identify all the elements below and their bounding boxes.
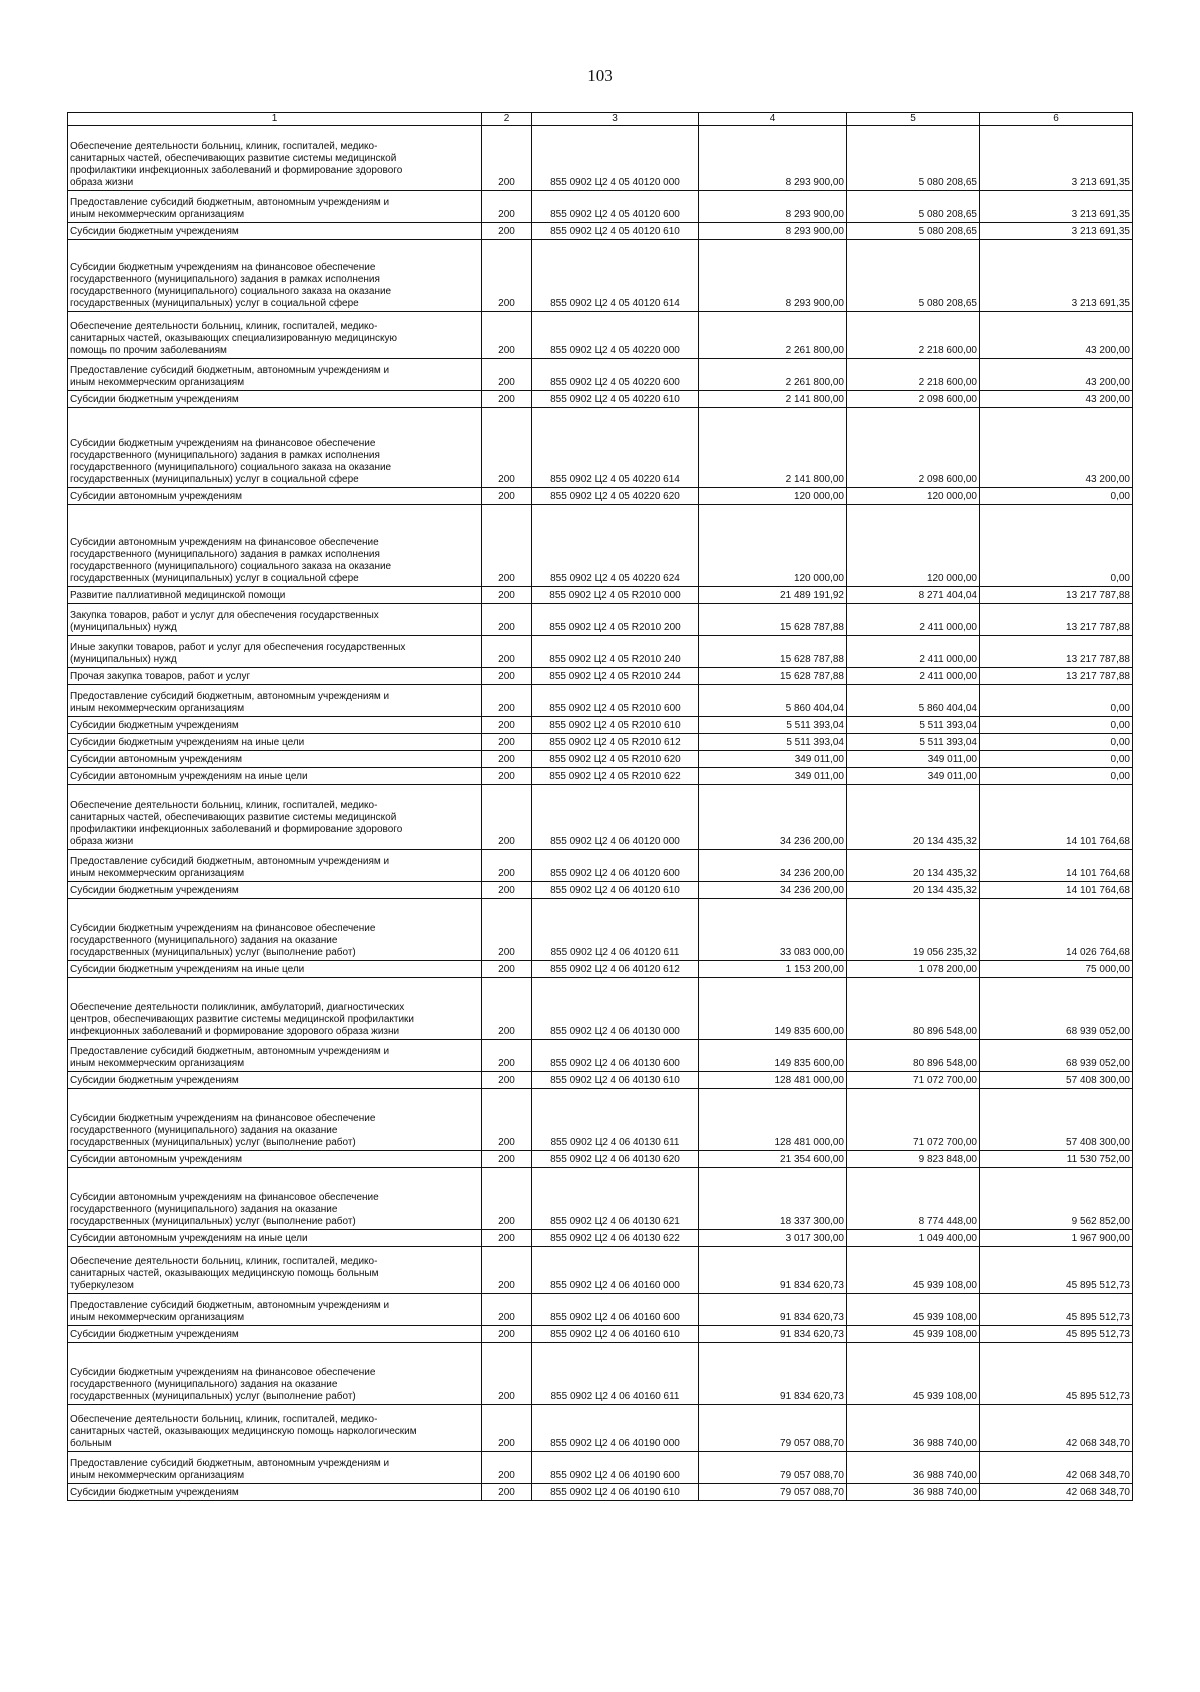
row-executed-amount: 5 860 404,04 — [847, 685, 980, 717]
row-description: Предоставление субсидий бюджетным, автономным учреждениям и иным некоммерческим организациям — [68, 1040, 482, 1072]
row-description: Субсидии бюджетным учреждениям на иные цели — [68, 961, 482, 978]
row-remainder-amount: 3 213 691,35 — [980, 191, 1133, 223]
row-remainder-amount: 13 217 787,88 — [980, 668, 1133, 685]
row-classification: 855 0902 Ц2 4 05 40220 620 — [532, 488, 699, 505]
row-code: 200 — [482, 685, 532, 717]
table-row — [68, 1072, 1133, 1089]
row-remainder-amount: 13 217 787,88 — [980, 587, 1133, 604]
row-plan-amount: 15 628 787,88 — [699, 636, 847, 668]
row-remainder-amount: 13 217 787,88 — [980, 636, 1133, 668]
row-description: Субсидии бюджетным учреждениям — [68, 1072, 482, 1089]
row-plan-amount: 91 834 620,73 — [699, 1343, 847, 1405]
row-remainder-amount: 14 101 764,68 — [980, 785, 1133, 850]
row-classification: 855 0902 Ц2 4 05 R2010 600 — [532, 685, 699, 717]
table-row — [68, 587, 1133, 604]
row-remainder-amount: 14 101 764,68 — [980, 850, 1133, 882]
row-plan-amount: 128 481 000,00 — [699, 1089, 847, 1151]
row-description: Субсидии бюджетным учреждениям — [68, 882, 482, 899]
row-remainder-amount: 43 200,00 — [980, 312, 1133, 359]
row-classification: 855 0902 Ц2 4 05 R2010 244 — [532, 668, 699, 685]
row-code: 200 — [482, 1089, 532, 1151]
table-row — [68, 785, 1133, 850]
row-classification: 855 0902 Ц2 4 05 R2010 612 — [532, 734, 699, 751]
row-description: Субсидии бюджетным учреждениям на финансовое обеспечение государственного (муниципального) задания в рамках исполнения государственного (муниципального) социального заказа на оказание государственных (муниципальных) услуг в социальной сфере — [68, 240, 482, 312]
table-row — [68, 488, 1133, 505]
row-plan-amount: 120 000,00 — [699, 488, 847, 505]
table-row — [68, 1294, 1133, 1326]
row-classification: 855 0902 Ц2 4 06 40160 600 — [532, 1294, 699, 1326]
row-remainder-amount: 68 939 052,00 — [980, 978, 1133, 1040]
row-executed-amount: 5 080 208,65 — [847, 240, 980, 312]
row-code: 200 — [482, 961, 532, 978]
row-classification: 855 0902 Ц2 4 05 40220 624 — [532, 505, 699, 587]
column-header: 1 — [68, 113, 482, 126]
row-code: 200 — [482, 882, 532, 899]
table-row — [68, 668, 1133, 685]
row-description: Субсидии бюджетным учреждениям — [68, 717, 482, 734]
table-row — [68, 126, 1133, 191]
row-plan-amount: 2 261 800,00 — [699, 359, 847, 391]
row-executed-amount: 36 988 740,00 — [847, 1452, 980, 1484]
row-remainder-amount: 3 213 691,35 — [980, 240, 1133, 312]
row-executed-amount: 9 823 848,00 — [847, 1151, 980, 1168]
row-executed-amount: 2 098 600,00 — [847, 391, 980, 408]
row-remainder-amount: 11 530 752,00 — [980, 1151, 1133, 1168]
row-code: 200 — [482, 1343, 532, 1405]
row-plan-amount: 15 628 787,88 — [699, 604, 847, 636]
row-code: 200 — [482, 1230, 532, 1247]
row-remainder-amount: 42 068 348,70 — [980, 1405, 1133, 1452]
table-row — [68, 1168, 1133, 1230]
row-remainder-amount: 57 408 300,00 — [980, 1072, 1133, 1089]
table-row — [68, 1326, 1133, 1343]
row-executed-amount: 71 072 700,00 — [847, 1072, 980, 1089]
table-row — [68, 604, 1133, 636]
row-code: 200 — [482, 391, 532, 408]
table-row — [68, 391, 1133, 408]
row-code: 200 — [482, 978, 532, 1040]
table-row — [68, 1405, 1133, 1452]
budget-table — [67, 112, 1133, 1501]
row-plan-amount: 8 293 900,00 — [699, 126, 847, 191]
row-classification: 855 0902 Ц2 4 06 40120 612 — [532, 961, 699, 978]
table-row — [68, 717, 1133, 734]
row-remainder-amount: 1 967 900,00 — [980, 1230, 1133, 1247]
row-classification: 855 0902 Ц2 4 06 40130 622 — [532, 1230, 699, 1247]
row-code: 200 — [482, 1072, 532, 1089]
row-plan-amount: 8 293 900,00 — [699, 223, 847, 240]
row-executed-amount: 20 134 435,32 — [847, 785, 980, 850]
row-plan-amount: 8 293 900,00 — [699, 191, 847, 223]
row-classification: 855 0902 Ц2 4 06 40190 610 — [532, 1484, 699, 1501]
row-code: 200 — [482, 1247, 532, 1294]
row-classification: 855 0902 Ц2 4 06 40130 621 — [532, 1168, 699, 1230]
row-executed-amount: 2 098 600,00 — [847, 408, 980, 488]
row-executed-amount: 2 411 000,00 — [847, 668, 980, 685]
row-classification: 855 0902 Ц2 4 06 40130 600 — [532, 1040, 699, 1072]
row-remainder-amount: 3 213 691,35 — [980, 126, 1133, 191]
row-description: Субсидии автономным учреждениям на финансовое обеспечение государственного (муниципального) задания на оказание государственных (муниципальных) услуг (выполнение работ) — [68, 1168, 482, 1230]
row-description: Обеспечение деятельности больниц, клиник, госпиталей, медико- санитарных частей, оказывающих медицинскую помощь больным туберкулезом — [68, 1247, 482, 1294]
row-classification: 855 0902 Ц2 4 05 40120 610 — [532, 223, 699, 240]
table-row — [68, 1452, 1133, 1484]
column-header: 6 — [980, 113, 1133, 126]
row-description: Субсидии бюджетным учреждениям на финансовое обеспечение государственного (муниципального) задания на оказание государственных (муниципальных) услуг (выполнение работ) — [68, 1343, 482, 1405]
row-description: Обеспечение деятельности больниц, клиник, госпиталей, медико- санитарных частей, оказывающих специализированную медицинскую помощь по прочим заболеваниям — [68, 312, 482, 359]
row-description: Прочая закупка товаров, работ и услуг — [68, 668, 482, 685]
row-classification: 855 0902 Ц2 4 05 40120 000 — [532, 126, 699, 191]
row-description: Предоставление субсидий бюджетным, автономным учреждениям и иным некоммерческим организациям — [68, 191, 482, 223]
row-remainder-amount: 42 068 348,70 — [980, 1484, 1133, 1501]
row-description: Субсидии автономным учреждениям на иные цели — [68, 1230, 482, 1247]
table-row — [68, 1151, 1133, 1168]
row-plan-amount: 149 835 600,00 — [699, 978, 847, 1040]
row-code: 200 — [482, 408, 532, 488]
table-row — [68, 961, 1133, 978]
row-classification: 855 0902 Ц2 4 05 40120 614 — [532, 240, 699, 312]
row-description: Субсидии бюджетным учреждениям — [68, 391, 482, 408]
row-code: 200 — [482, 899, 532, 961]
header-row — [68, 113, 1133, 126]
row-classification: 855 0902 Ц2 4 05 R2010 622 — [532, 768, 699, 785]
row-description: Субсидии бюджетным учреждениям — [68, 223, 482, 240]
row-plan-amount: 5 511 393,04 — [699, 734, 847, 751]
row-description: Развитие паллиативной медицинской помощи — [68, 587, 482, 604]
row-executed-amount: 5 511 393,04 — [847, 717, 980, 734]
row-plan-amount: 128 481 000,00 — [699, 1072, 847, 1089]
row-description: Субсидии автономным учреждениям — [68, 751, 482, 768]
row-plan-amount: 33 083 000,00 — [699, 899, 847, 961]
page-number: 103 — [587, 66, 613, 85]
row-code: 200 — [482, 734, 532, 751]
row-classification: 855 0902 Ц2 4 05 R2010 000 — [532, 587, 699, 604]
row-description: Субсидии бюджетным учреждениям — [68, 1326, 482, 1343]
row-executed-amount: 5 080 208,65 — [847, 191, 980, 223]
row-remainder-amount: 0,00 — [980, 488, 1133, 505]
table-row — [68, 505, 1133, 587]
row-classification: 855 0902 Ц2 4 06 40130 611 — [532, 1089, 699, 1151]
row-plan-amount: 2 141 800,00 — [699, 408, 847, 488]
table-row — [68, 734, 1133, 751]
row-classification: 855 0902 Ц2 4 06 40120 600 — [532, 850, 699, 882]
table-row — [68, 223, 1133, 240]
row-remainder-amount: 0,00 — [980, 768, 1133, 785]
row-remainder-amount: 45 895 512,73 — [980, 1326, 1133, 1343]
row-classification: 855 0902 Ц2 4 06 40160 611 — [532, 1343, 699, 1405]
row-classification: 855 0902 Ц2 4 05 R2010 200 — [532, 604, 699, 636]
row-executed-amount: 80 896 548,00 — [847, 1040, 980, 1072]
row-code: 200 — [482, 505, 532, 587]
row-plan-amount: 79 057 088,70 — [699, 1405, 847, 1452]
row-code: 200 — [482, 604, 532, 636]
row-remainder-amount: 0,00 — [980, 751, 1133, 768]
row-description: Субсидии автономным учреждениям на иные цели — [68, 768, 482, 785]
row-code: 200 — [482, 850, 532, 882]
row-classification: 855 0902 Ц2 4 06 40130 610 — [532, 1072, 699, 1089]
table-row — [68, 1484, 1133, 1501]
row-remainder-amount: 13 217 787,88 — [980, 604, 1133, 636]
row-description: Закупка товаров, работ и услуг для обеспечения государственных (муниципальных) нужд — [68, 604, 482, 636]
row-code: 200 — [482, 1484, 532, 1501]
row-executed-amount: 1 078 200,00 — [847, 961, 980, 978]
row-classification: 855 0902 Ц2 4 05 40220 614 — [532, 408, 699, 488]
row-plan-amount: 120 000,00 — [699, 505, 847, 587]
row-code: 200 — [482, 668, 532, 685]
column-header: 4 — [699, 113, 847, 126]
row-code: 200 — [482, 240, 532, 312]
row-classification: 855 0902 Ц2 4 06 40190 000 — [532, 1405, 699, 1452]
row-plan-amount: 2 141 800,00 — [699, 391, 847, 408]
row-remainder-amount: 0,00 — [980, 734, 1133, 751]
table-row — [68, 685, 1133, 717]
row-remainder-amount: 75 000,00 — [980, 961, 1133, 978]
row-description: Субсидии автономным учреждениям — [68, 488, 482, 505]
table-row — [68, 312, 1133, 359]
row-remainder-amount: 0,00 — [980, 505, 1133, 587]
row-plan-amount: 5 511 393,04 — [699, 717, 847, 734]
row-remainder-amount: 3 213 691,35 — [980, 223, 1133, 240]
row-plan-amount: 5 860 404,04 — [699, 685, 847, 717]
row-executed-amount: 2 218 600,00 — [847, 359, 980, 391]
row-remainder-amount: 9 562 852,00 — [980, 1168, 1133, 1230]
row-executed-amount: 2 218 600,00 — [847, 312, 980, 359]
row-remainder-amount: 43 200,00 — [980, 359, 1133, 391]
row-code: 200 — [482, 1452, 532, 1484]
row-classification: 855 0902 Ц2 4 05 R2010 620 — [532, 751, 699, 768]
row-description: Субсидии автономным учреждениям — [68, 1151, 482, 1168]
row-remainder-amount: 45 895 512,73 — [980, 1294, 1133, 1326]
row-executed-amount: 8 774 448,00 — [847, 1168, 980, 1230]
row-code: 200 — [482, 785, 532, 850]
row-remainder-amount: 45 895 512,73 — [980, 1343, 1133, 1405]
row-code: 200 — [482, 126, 532, 191]
row-plan-amount: 8 293 900,00 — [699, 240, 847, 312]
row-code: 200 — [482, 751, 532, 768]
row-remainder-amount: 45 895 512,73 — [980, 1247, 1133, 1294]
row-plan-amount: 21 354 600,00 — [699, 1151, 847, 1168]
row-executed-amount: 2 411 000,00 — [847, 604, 980, 636]
row-executed-amount: 45 939 108,00 — [847, 1343, 980, 1405]
row-description: Предоставление субсидий бюджетным, автономным учреждениям и иным некоммерческим организациям — [68, 359, 482, 391]
row-description: Субсидии бюджетным учреждениям на финансовое обеспечение государственного (муниципального) задания в рамках исполнения государственного (муниципального) социального заказа на оказание государственных (муниципальных) услуг в социальной сфере — [68, 408, 482, 488]
row-classification: 855 0902 Ц2 4 06 40120 000 — [532, 785, 699, 850]
row-plan-amount: 79 057 088,70 — [699, 1484, 847, 1501]
table-row — [68, 751, 1133, 768]
table-row — [68, 899, 1133, 961]
row-description: Субсидии бюджетным учреждениям на финансовое обеспечение государственного (муниципального) задания на оказание государственных (муниципальных) услуг (выполнение работ) — [68, 899, 482, 961]
row-code: 200 — [482, 1040, 532, 1072]
row-remainder-amount: 0,00 — [980, 717, 1133, 734]
row-plan-amount: 34 236 200,00 — [699, 785, 847, 850]
row-remainder-amount: 68 939 052,00 — [980, 1040, 1133, 1072]
row-code: 200 — [482, 1326, 532, 1343]
row-classification: 855 0902 Ц2 4 05 40220 600 — [532, 359, 699, 391]
row-code: 200 — [482, 191, 532, 223]
row-classification: 855 0902 Ц2 4 05 40220 000 — [532, 312, 699, 359]
row-classification: 855 0902 Ц2 4 05 R2010 240 — [532, 636, 699, 668]
row-plan-amount: 34 236 200,00 — [699, 850, 847, 882]
row-code: 200 — [482, 768, 532, 785]
row-code: 200 — [482, 488, 532, 505]
table-row — [68, 850, 1133, 882]
column-header: 5 — [847, 113, 980, 126]
column-header: 3 — [532, 113, 699, 126]
row-executed-amount: 2 411 000,00 — [847, 636, 980, 668]
row-executed-amount: 349 011,00 — [847, 768, 980, 785]
row-code: 200 — [482, 636, 532, 668]
row-code: 200 — [482, 1294, 532, 1326]
row-remainder-amount: 42 068 348,70 — [980, 1452, 1133, 1484]
row-description: Субсидии автономным учреждениям на финансовое обеспечение государственного (муниципального) задания в рамках исполнения государственного (муниципального) социального заказа на оказание государственных (муниципальных) услуг в социальной сфере — [68, 505, 482, 587]
row-remainder-amount: 0,00 — [980, 685, 1133, 717]
row-classification: 855 0902 Ц2 4 06 40120 610 — [532, 882, 699, 899]
row-code: 200 — [482, 1151, 532, 1168]
row-plan-amount: 79 057 088,70 — [699, 1452, 847, 1484]
row-executed-amount: 36 988 740,00 — [847, 1484, 980, 1501]
row-code: 200 — [482, 587, 532, 604]
row-classification: 855 0902 Ц2 4 06 40130 000 — [532, 978, 699, 1040]
table-row — [68, 1247, 1133, 1294]
row-plan-amount: 349 011,00 — [699, 751, 847, 768]
row-plan-amount: 18 337 300,00 — [699, 1168, 847, 1230]
row-plan-amount: 91 834 620,73 — [699, 1247, 847, 1294]
row-code: 200 — [482, 359, 532, 391]
row-code: 200 — [482, 717, 532, 734]
row-classification: 855 0902 Ц2 4 06 40120 611 — [532, 899, 699, 961]
table-row — [68, 882, 1133, 899]
table-row — [68, 1089, 1133, 1151]
row-description: Обеспечение деятельности больниц, клиник, госпиталей, медико- санитарных частей, обеспечивающих развитие системы медицинской профилактики инфекционных заболеваний и формирование здорового образа жизни — [68, 785, 482, 850]
row-executed-amount: 71 072 700,00 — [847, 1089, 980, 1151]
row-executed-amount: 5 511 393,04 — [847, 734, 980, 751]
row-executed-amount: 120 000,00 — [847, 488, 980, 505]
row-code: 200 — [482, 312, 532, 359]
row-executed-amount: 19 056 235,32 — [847, 899, 980, 961]
table-row — [68, 359, 1133, 391]
table-row — [68, 240, 1133, 312]
row-executed-amount: 45 939 108,00 — [847, 1294, 980, 1326]
row-code: 200 — [482, 223, 532, 240]
row-classification: 855 0902 Ц2 4 06 40160 000 — [532, 1247, 699, 1294]
row-plan-amount: 15 628 787,88 — [699, 668, 847, 685]
row-executed-amount: 20 134 435,32 — [847, 850, 980, 882]
table-row — [68, 1040, 1133, 1072]
table-row — [68, 978, 1133, 1040]
row-description: Обеспечение деятельности поликлиник, амбулаторий, диагностических центров, обеспечивающих развитие системы медицинской профилактики инфекционных заболеваний и формирование здорового образа жизни — [68, 978, 482, 1040]
row-executed-amount: 1 049 400,00 — [847, 1230, 980, 1247]
table-row — [68, 191, 1133, 223]
row-description: Предоставление субсидий бюджетным, автономным учреждениям и иным некоммерческим организациям — [68, 1452, 482, 1484]
row-code: 200 — [482, 1405, 532, 1452]
row-executed-amount: 5 080 208,65 — [847, 223, 980, 240]
row-plan-amount: 21 489 191,92 — [699, 587, 847, 604]
row-description: Предоставление субсидий бюджетным, автономным учреждениям и иным некоммерческим организациям — [68, 850, 482, 882]
row-plan-amount: 91 834 620,73 — [699, 1326, 847, 1343]
row-classification: 855 0902 Ц2 4 05 40220 610 — [532, 391, 699, 408]
column-header: 2 — [482, 113, 532, 126]
row-classification: 855 0902 Ц2 4 06 40190 600 — [532, 1452, 699, 1484]
row-remainder-amount: 43 200,00 — [980, 408, 1133, 488]
row-executed-amount: 80 896 548,00 — [847, 978, 980, 1040]
table-row — [68, 1343, 1133, 1405]
row-executed-amount: 120 000,00 — [847, 505, 980, 587]
row-description: Предоставление субсидий бюджетным, автономным учреждениям и иным некоммерческим организациям — [68, 685, 482, 717]
row-description: Обеспечение деятельности больниц, клиник, госпиталей, медико- санитарных частей, обеспечивающих развитие системы медицинской профилактики инфекционных заболеваний и формирование здорового образа жизни — [68, 126, 482, 191]
row-plan-amount: 1 153 200,00 — [699, 961, 847, 978]
row-plan-amount: 349 011,00 — [699, 768, 847, 785]
row-executed-amount: 36 988 740,00 — [847, 1405, 980, 1452]
row-executed-amount: 349 011,00 — [847, 751, 980, 768]
row-plan-amount: 3 017 300,00 — [699, 1230, 847, 1247]
row-classification: 855 0902 Ц2 4 05 R2010 610 — [532, 717, 699, 734]
row-executed-amount: 20 134 435,32 — [847, 882, 980, 899]
row-description: Иные закупки товаров, работ и услуг для обеспечения государственных (муниципальных) нужд — [68, 636, 482, 668]
row-executed-amount: 5 080 208,65 — [847, 126, 980, 191]
row-executed-amount: 45 939 108,00 — [847, 1247, 980, 1294]
row-remainder-amount: 14 026 764,68 — [980, 899, 1133, 961]
table-row — [68, 768, 1133, 785]
row-classification: 855 0902 Ц2 4 05 40120 600 — [532, 191, 699, 223]
row-plan-amount: 149 835 600,00 — [699, 1040, 847, 1072]
row-description: Предоставление субсидий бюджетным, автономным учреждениям и иным некоммерческим организациям — [68, 1294, 482, 1326]
row-plan-amount: 91 834 620,73 — [699, 1294, 847, 1326]
row-description: Обеспечение деятельности больниц, клиник, госпиталей, медико- санитарных частей, оказывающих медицинскую помощь наркологическим больным — [68, 1405, 482, 1452]
table-row — [68, 636, 1133, 668]
row-remainder-amount: 43 200,00 — [980, 391, 1133, 408]
row-code: 200 — [482, 1168, 532, 1230]
row-executed-amount: 8 271 404,04 — [847, 587, 980, 604]
table-row — [68, 1230, 1133, 1247]
row-description: Субсидии бюджетным учреждениям на иные цели — [68, 734, 482, 751]
row-description: Субсидии бюджетным учреждениям на финансовое обеспечение государственного (муниципального) задания на оказание государственных (муниципальных) услуг (выполнение работ) — [68, 1089, 482, 1151]
row-remainder-amount: 57 408 300,00 — [980, 1089, 1133, 1151]
row-plan-amount: 2 261 800,00 — [699, 312, 847, 359]
row-description: Субсидии бюджетным учреждениям — [68, 1484, 482, 1501]
row-classification: 855 0902 Ц2 4 06 40130 620 — [532, 1151, 699, 1168]
row-remainder-amount: 14 101 764,68 — [980, 882, 1133, 899]
table-row — [68, 408, 1133, 488]
row-executed-amount: 45 939 108,00 — [847, 1326, 980, 1343]
row-classification: 855 0902 Ц2 4 06 40160 610 — [532, 1326, 699, 1343]
row-plan-amount: 34 236 200,00 — [699, 882, 847, 899]
